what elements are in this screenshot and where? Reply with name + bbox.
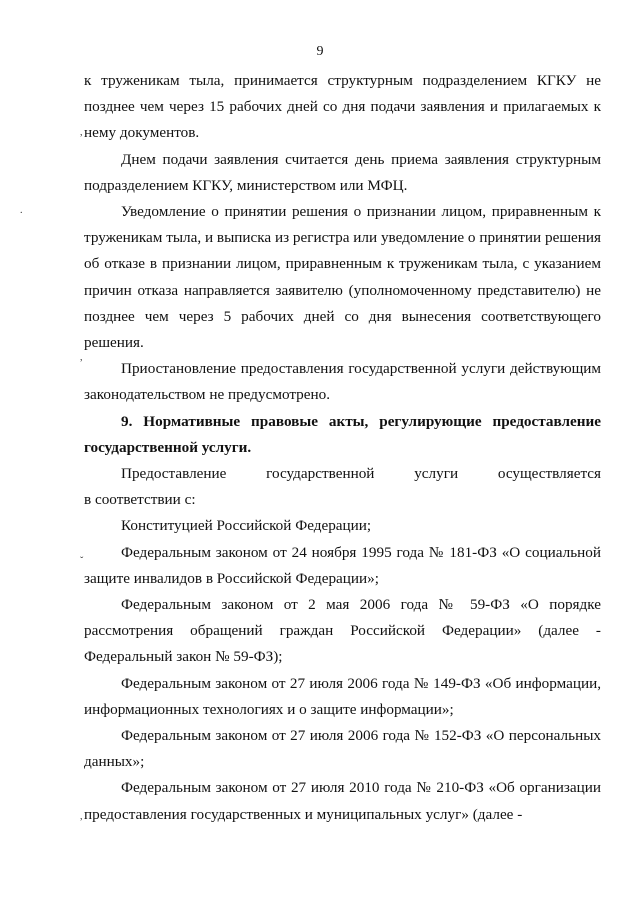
document-body	[84, 68, 601, 828]
scan-speck: ,	[80, 352, 83, 363]
section-heading-legal-acts: 9. Нормативные правовые акты, регулирующие предоставление государственной услуги.	[84, 412, 601, 456]
page-number: 9	[316, 44, 324, 59]
scan-speck: ,	[80, 127, 83, 138]
list-item-law-210: Федеральным законом от 27 июля 2010 года № 210-ФЗ «Об организации предоставления государственных и муниципальных услуг» (далее -	[84, 779, 601, 823]
list-item-law-181: Федеральным законом от 24 ноября 1995 года № 181-ФЗ «О социальной защите инвалидов в Российской Федерации»;	[84, 543, 601, 587]
paragraph-notification: Уведомление о принятии решения о признании лицом, приравненным к труженикам тыла, и выписка из регистра или уведомление о принятии решения об отказе в признании лицом, приравненным к труженикам тыла, с указанием причин отказа направляется заявителю (уполномоченному представителю) не позднее чем через 5 рабочих дней со дня вынесения соответствующего решения.	[84, 203, 601, 352]
paragraph-accordance: в соответствии с:	[84, 491, 196, 509]
paragraph-application-day: Днем подачи заявления считается день приема заявления структурным подразделением КГКУ, министерством или МФЦ.	[84, 150, 601, 194]
list-item-law-149: Федеральным законом от 27 июля 2006 года № 149-ФЗ «Об информации, информационных технологиях и о защите информации»;	[84, 674, 601, 718]
scan-speck: ,	[80, 811, 83, 822]
paragraph-deadline: к труженикам тыла, принимается структурным подразделением КГКУ не позднее чем через 15 рабочих дней со дня подачи заявления и прилагаемых к нему документов.	[84, 72, 601, 142]
list-item-law-59: Федеральным законом от 2 мая 2006 года № 59-ФЗ «О порядке рассмотрения обращений граждан Российской Федерации» (далее - Федеральный закон № 59-ФЗ);	[84, 596, 601, 666]
scan-speck: ˇ	[80, 556, 84, 567]
scan-speck: .	[20, 205, 23, 216]
list-item-law-152: Федеральным законом от 27 июля 2006 года № 152-ФЗ «О персональных данных»;	[84, 727, 601, 771]
list-item-constitution: Конституцией Российской Федерации;	[121, 517, 372, 535]
paragraph-suspension: Приостановление предоставления государственной услуги действующим законодательством не предусмотрено.	[84, 360, 601, 404]
paragraph-provision: Предоставление государственной услуги осуществляется	[121, 465, 601, 483]
